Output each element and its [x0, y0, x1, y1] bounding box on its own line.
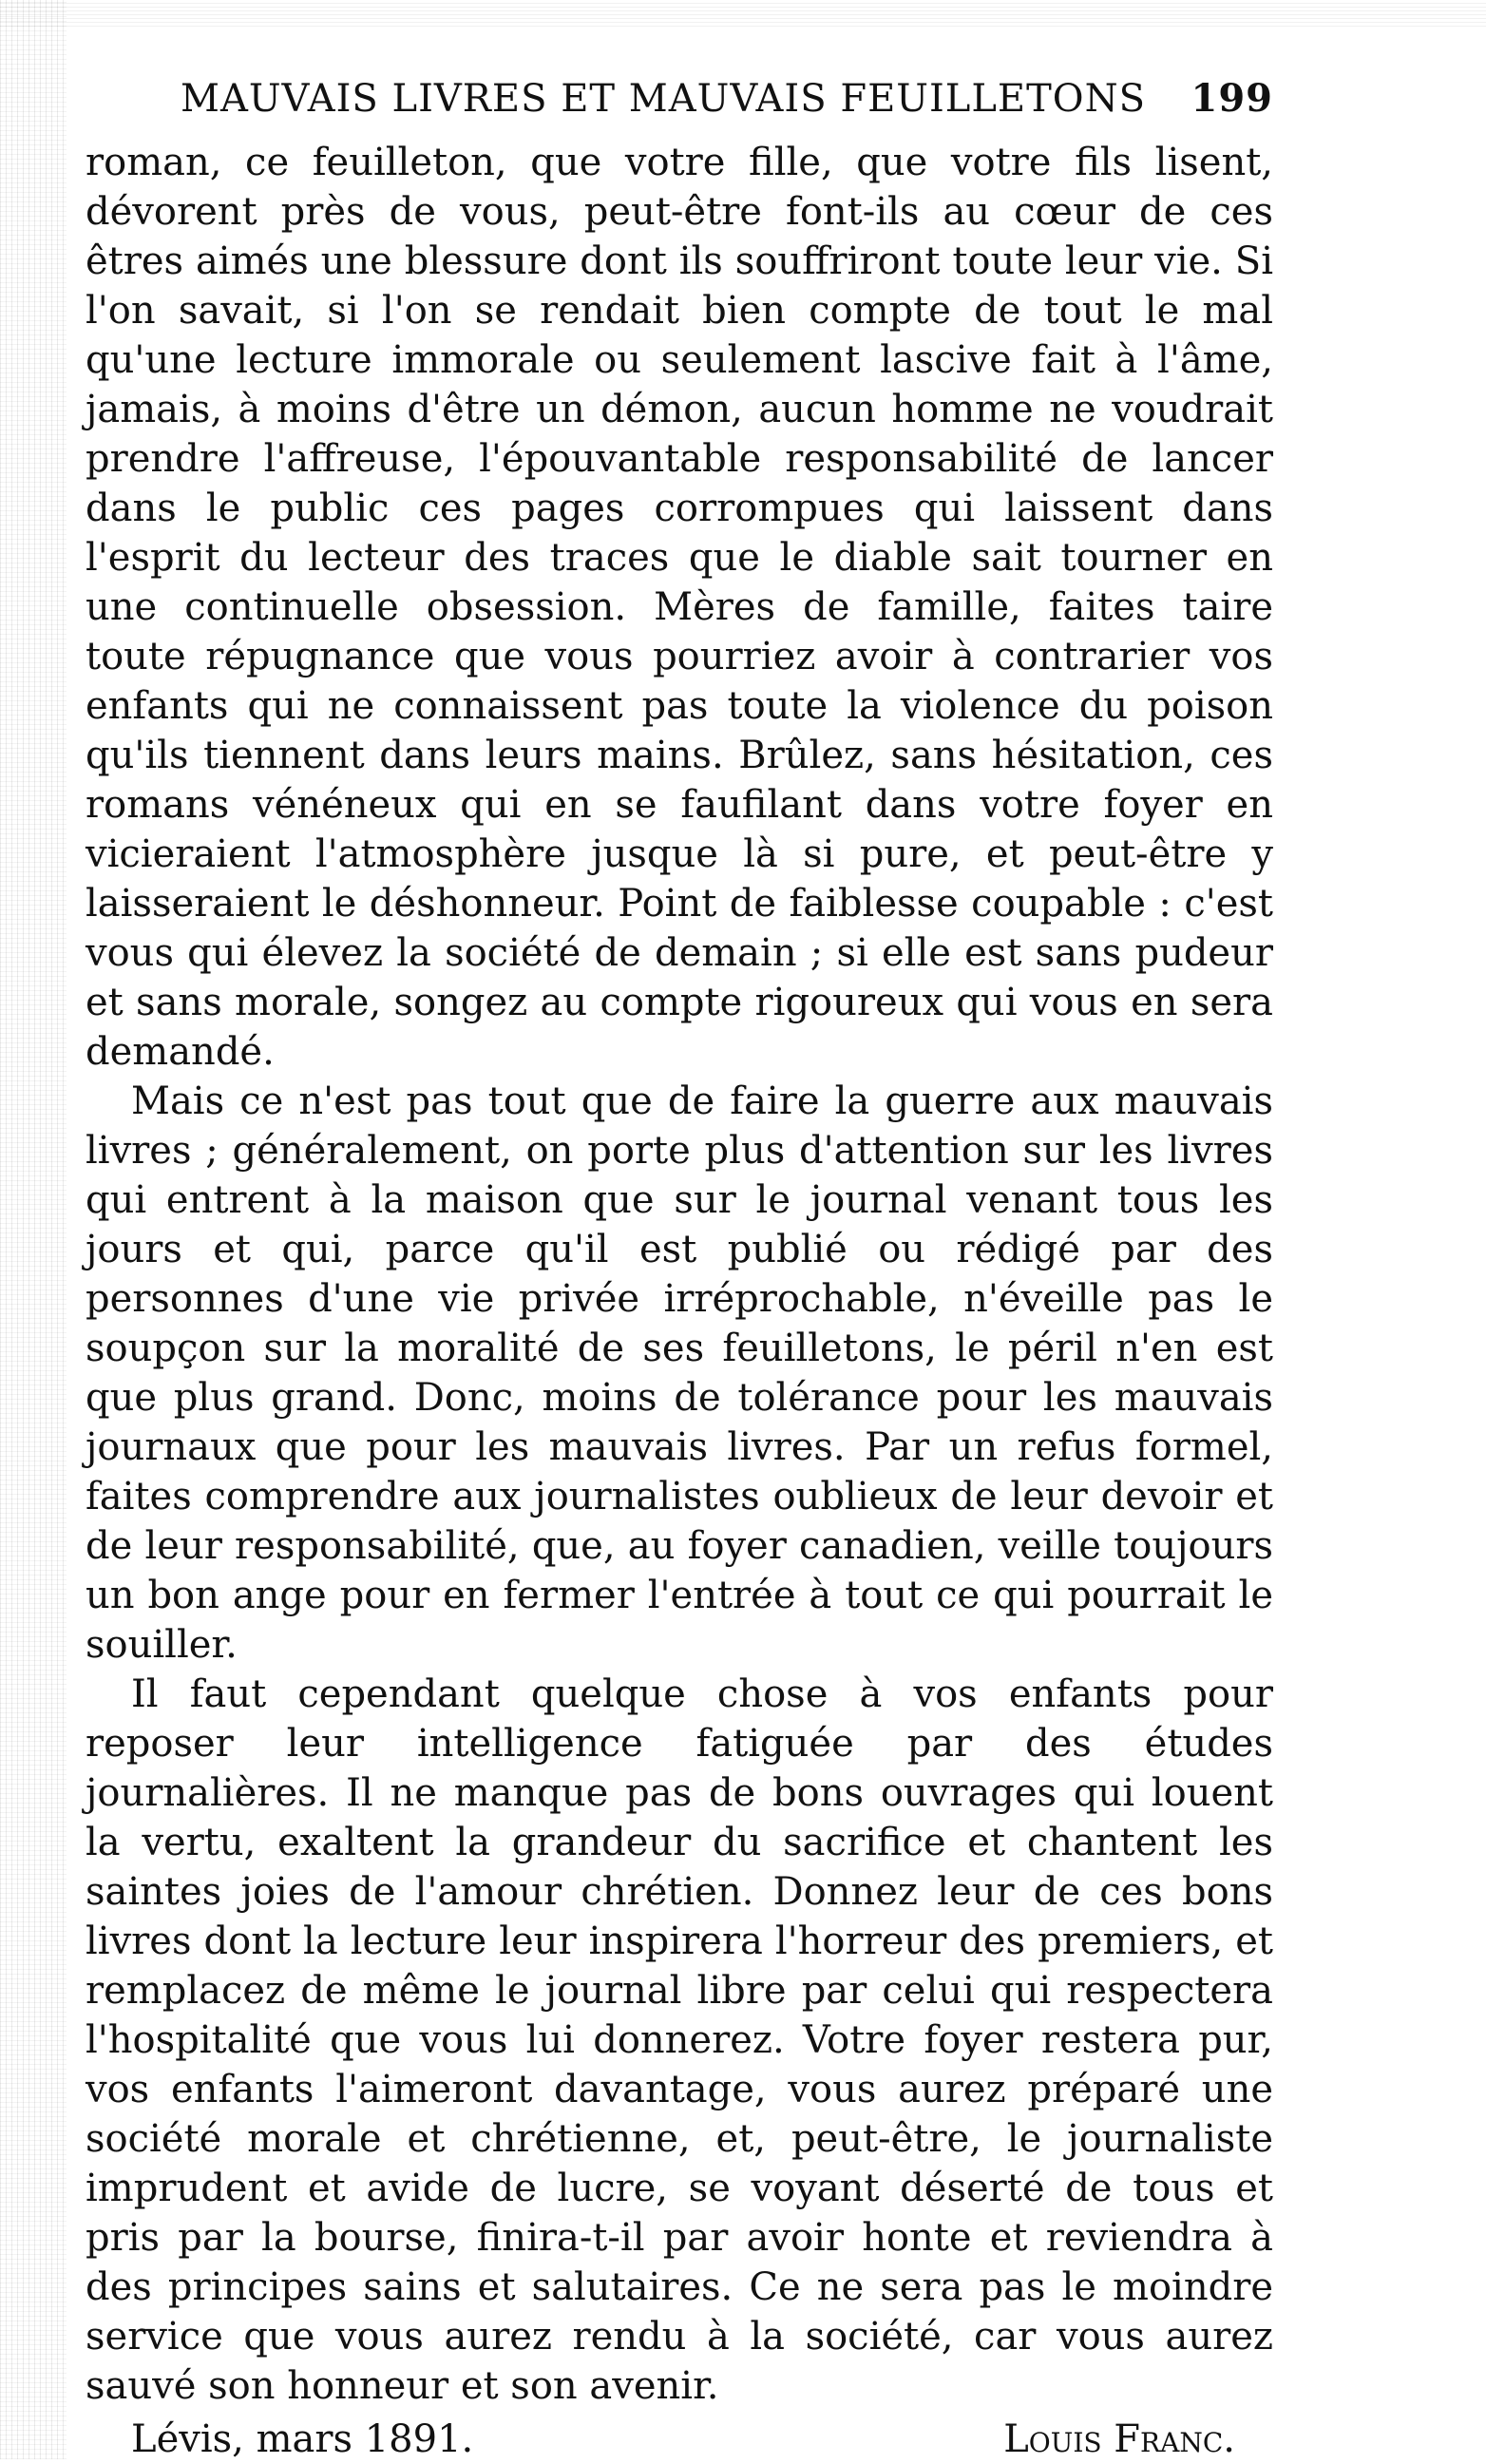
scan-edge-noise [0, 0, 67, 2459]
place-date: Lévis, mars 1891. [131, 2417, 474, 2461]
author-name: Louis Franc. [1003, 2417, 1235, 2461]
paragraph-3: Il faut cependant quelque chose à vos enfants pour reposer leur intelligence fatiguée par des études journalières. Il ne manque pas de bons ouvrages qui louent la vertu, exaltent la grandeur du sacrifice et chantent les saintes joies de l'amour chrétien. Donnez leur de ces bons livres dont la lecture leur inspirera l'horreur des premiers, et remplacez de même le journal libre par celui qui respectera l'hospitalité que vous lui donnerez. Votre foyer restera pur, vos enfants l'aimeront davantage, vous aurez préparé une société morale et chrétienne, et, peut-être, le journaliste imprudent et avide de lucre, se voyant déserté de tous et pris par la bourse, finira-t-il par avoir honte et reviendra à des principes sains et salutaires. Ce ne sera pas le moindre service que vous aurez rendu à la société, car vous aurez sauvé son honneur et son avenir. [86, 1672, 1273, 2408]
book-page [86, 76, 1273, 2464]
paragraph-2: Mais ce n'est pas tout que de faire la guerre aux mauvais livres ; généralement, on porte plus d'attention sur les livres qui entrent à la maison que sur le journal venant tous les jours et qui, parce qu'il est publié ou rédigé par des personnes d'une vie privée irréprochable, n'éveille pas le soupçon sur la moralité de ses feuilletons, le péril n'en est que plus grand. Donc, moins de tolérance pour les mauvais journaux que pour les mauvais livres. Par un refus formel, faites comprendre aux journalistes oublieux de leur devoir et de leur responsabilité, que, au foyer canadien, veille toujours un bon ange pour en fermer l'entrée à tout ce qui pourrait le souiller. [86, 1079, 1273, 1667]
running-header [86, 76, 1273, 121]
signature-line [86, 2415, 1273, 2464]
running-title: MAUVAIS LIVRES ET MAUVAIS FEUILLETONS [181, 77, 1147, 121]
paragraph-1: roman, ce feuilleton, que votre fille, que votre fils lisent, dévorent près de vous, peut-être font-ils au cœur de ces êtres aimés une blessure dont ils souffriront toute leur vie. Si l'on savait, si l'on se rendait bien compte de tout le mal qu'une lecture immorale ou seulement lascive fait à l'âme, jamais, à moins d'être un démon, aucun homme ne voudrait prendre l'affreuse, l'épouvantable responsabilité de lancer dans le public ces pages corrompues qui laissent dans l'esprit du lecteur des traces que le diable sait tourner en une continuelle obsession. Mères de famille, faites taire toute répugnance que vous pourriez avoir à contrarier vos enfants qui ne connaissent pas toute la violence du poison qu'ils tiennent dans leurs mains. Brûlez, sans hésitation, ces romans vénéneux qui en se faufilant dans votre foyer en vicieraient l'atmosphère jusque là si pure, et peut-être y laisseraient le déshonneur. Point de faiblesse coupable : c'est vous qui élevez la société de demain ; si elle est sans pudeur et sans morale, songez au compte rigoureux qui vous en sera demandé. [86, 141, 1273, 1074]
scan-top-noise [0, 0, 1486, 27]
page-number: 199 [1191, 76, 1273, 121]
